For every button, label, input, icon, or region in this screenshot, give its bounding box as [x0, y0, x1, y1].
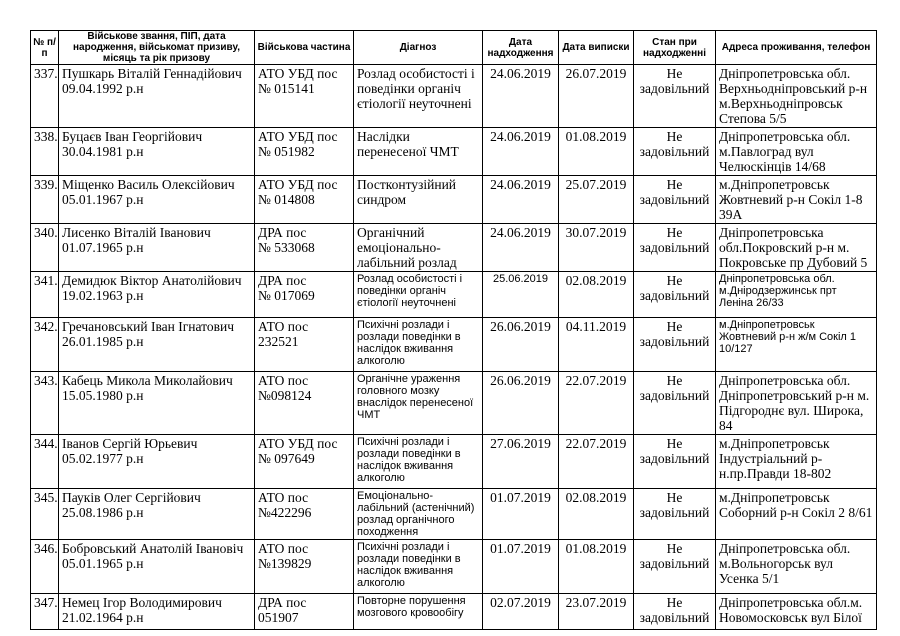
diagnosis-cell-diagnosis: Постконтузійний синдром	[357, 177, 457, 207]
military-unit-cell-unit-no: № 014808	[258, 192, 315, 207]
admission-date-cell-admitted: 24.06.2019	[490, 66, 551, 81]
diagnosis-cell-diagnosis: Емоціонально-лабільний (астенічний) розлад органічного походження	[357, 490, 475, 538]
military-unit-cell	[255, 489, 354, 540]
condition-cell-condition1: Не	[666, 319, 683, 334]
table-row	[31, 594, 877, 630]
row-number	[31, 128, 59, 176]
military-unit-cell-unit: АТО пос	[258, 541, 309, 556]
admission-date-cell-admitted: 24.06.2019	[490, 129, 551, 144]
patient-name-cell-name: Гречановський Іван Ігнатович	[62, 319, 234, 334]
discharge-date-cell	[559, 224, 634, 272]
military-unit-cell	[255, 128, 354, 176]
military-unit-cell-unit-no: № 533068	[258, 240, 315, 255]
military-unit-cell-unit: АТО УБД пос	[258, 436, 338, 451]
diagnosis-cell-diagnosis: Розлад особистості і поведінки органіч єтіології неуточнені	[357, 66, 475, 111]
diagnosis-cell-diagnosis: Органічний емоціонально-лабільний розлад	[357, 225, 457, 270]
military-unit-cell-unit: АТО пос	[258, 490, 309, 505]
diagnosis-cell-diagnosis: Органічне ураження головного мозку внаслідок перенесеної ЧМТ	[357, 373, 474, 421]
discharge-date-cell-discharged: 01.08.2019	[565, 129, 627, 144]
table-row	[31, 176, 877, 224]
header-condition: Стан при надходженні	[634, 31, 716, 65]
condition-cell-condition1: Не	[666, 66, 683, 81]
military-unit-cell	[255, 224, 354, 272]
military-unit-cell	[255, 540, 354, 594]
table-row	[31, 318, 877, 372]
admission-date-cell	[483, 128, 559, 176]
condition-cell-condition2: задовільний	[639, 81, 710, 96]
condition-cell	[634, 65, 716, 128]
condition-cell-condition1: Не	[666, 129, 683, 144]
patient-name-cell	[59, 272, 255, 318]
patient-name-cell-name: Бобровський Анатолій Івановіч	[62, 541, 244, 556]
condition-cell	[634, 540, 716, 594]
condition-cell-condition2: задовільний	[639, 388, 710, 403]
admission-date-cell	[483, 318, 559, 372]
military-unit-cell	[255, 272, 354, 318]
patient-name-cell	[59, 128, 255, 176]
diagnosis-cell	[354, 318, 483, 372]
condition-cell	[634, 224, 716, 272]
address-cell	[716, 372, 877, 435]
patient-name-cell-name: Пауків Олег Сергійович	[62, 490, 201, 505]
patient-name-cell-name: Іванов Сергій Юрьевич	[62, 436, 198, 451]
header-military-unit: Військова частина	[255, 31, 354, 65]
discharge-date-cell-discharged: 30.07.2019	[565, 225, 627, 240]
military-unit-cell-unit-no: №139829	[258, 556, 312, 571]
discharge-date-cell	[559, 489, 634, 540]
admission-date-cell-admitted: 26.06.2019	[490, 373, 551, 388]
condition-cell	[634, 318, 716, 372]
address-cell	[716, 318, 877, 372]
patient-name-cell	[59, 435, 255, 489]
condition-cell-condition1: Не	[666, 177, 683, 192]
military-unit-cell	[255, 594, 354, 630]
military-unit-cell-unit-no: 232521	[258, 334, 299, 349]
row-number-num: 339.	[34, 177, 58, 192]
patient-name-cell-dob: 26.01.1985 р.н	[62, 334, 144, 349]
patient-name-cell-dob: 19.02.1963 р.н	[62, 288, 144, 303]
military-unit-cell	[255, 372, 354, 435]
patient-name-cell-name: Немец Ігор Володимирович	[62, 595, 222, 610]
patient-name-cell-name: Демидюк Віктор Анатолійович	[62, 273, 242, 288]
table-row	[31, 65, 877, 128]
diagnosis-cell	[354, 372, 483, 435]
address-cell-address: м.Дніпропетровськ Жовтневий р-н Сокіл 1-8 39А	[719, 177, 863, 222]
table-row	[31, 540, 877, 594]
patient-name-cell	[59, 65, 255, 128]
admission-date-cell-admitted: 27.06.2019	[490, 436, 551, 451]
diagnosis-cell-diagnosis: Психічні розлади і розлади поведінки в наслідок вживання алкоголю	[357, 436, 461, 484]
patient-name-cell-name: Буцаєв Іван Георгійович	[62, 129, 203, 144]
discharge-date-cell-discharged: 23.07.2019	[565, 595, 627, 610]
admission-date-cell	[483, 540, 559, 594]
admission-date-cell	[483, 176, 559, 224]
condition-cell-condition1: Не	[666, 595, 683, 610]
patient-name-cell-dob: 05.01.1965 р.н	[62, 556, 144, 571]
table-row	[31, 489, 877, 540]
admission-date-cell-admitted: 02.07.2019	[490, 595, 551, 610]
condition-cell	[634, 489, 716, 540]
patient-name-cell-dob: 05.01.1967 р.н	[62, 192, 144, 207]
row-number	[31, 489, 59, 540]
condition-cell-condition1: Не	[666, 373, 683, 388]
condition-cell	[634, 272, 716, 318]
address-cell-address: Дніпропетровська обл. Дніпропетровський р-н м. Підгороднє вул. Широка, 84	[719, 373, 870, 433]
header-name-rank: Військове звання, ПІП, дата народження, військомат призиву, місяць та рік призову	[59, 31, 255, 65]
header-discharge-date: Дата виписки	[559, 31, 634, 65]
condition-cell	[634, 176, 716, 224]
row-number-num: 344.	[34, 436, 58, 451]
patient-name-cell	[59, 176, 255, 224]
row-number	[31, 372, 59, 435]
row-number-num: 340.	[34, 225, 58, 240]
patient-name-cell-dob: 30.04.1981 р.н	[62, 144, 144, 159]
patient-name-cell-name: Пушкарь Віталій Геннадійович	[62, 66, 242, 81]
military-unit-cell-unit: ДРА пос	[258, 225, 307, 240]
admission-date-cell	[483, 272, 559, 318]
row-number-num: 347.	[34, 595, 58, 610]
address-cell	[716, 540, 877, 594]
row-number	[31, 318, 59, 372]
patient-name-cell-name: Міщенко Василь Олексійович	[62, 177, 235, 192]
discharge-date-cell	[559, 176, 634, 224]
row-number	[31, 540, 59, 594]
address-cell-address: м.Дніпропетровськ Індустріальний р-н.пр.Правди 18-802	[719, 436, 832, 481]
military-unit-cell	[255, 65, 354, 128]
row-number-num: 345.	[34, 490, 58, 505]
address-cell-address: Дніпропетровська обл. м.Вольногорськ вул Усенка 5/1	[719, 541, 851, 586]
condition-cell	[634, 372, 716, 435]
diagnosis-cell	[354, 176, 483, 224]
address-cell-address: Дніпропетровська обл.Покровский р-н м. Покровське пр Дубовий 5	[719, 225, 868, 270]
diagnosis-cell-diagnosis: Розлад особистості і поведінки органіч єтіології неуточнені	[357, 273, 463, 309]
patient-name-cell-dob: 01.07.1965 р.н	[62, 240, 144, 255]
address-cell-address: Дніпропетровська обл. Верхньодніпровський р-н м.Верхньодніпровськ Степова 5/5	[719, 66, 868, 126]
row-number	[31, 272, 59, 318]
military-unit-cell-unit: ДРА пос	[258, 273, 307, 288]
admission-date-cell	[483, 224, 559, 272]
address-cell	[716, 224, 877, 272]
table-row	[31, 372, 877, 435]
diagnosis-cell	[354, 540, 483, 594]
condition-cell-condition1: Не	[666, 541, 683, 556]
military-unit-cell-unit-no: №422296	[258, 505, 312, 520]
admission-date-cell-admitted: 01.07.2019	[490, 541, 551, 556]
military-unit-cell-unit: АТО УБД пос	[258, 177, 338, 192]
address-cell-address: м.Дніпропетровськ Соборний р-н Сокіл 2 8/61	[719, 490, 873, 520]
discharge-date-cell-discharged: 25.07.2019	[565, 177, 627, 192]
diagnosis-cell-diagnosis: Психічні розлади і розлади поведінки в наслідок вживання алкоголю	[357, 541, 461, 589]
admission-date-cell-admitted: 01.07.2019	[490, 490, 551, 505]
discharge-date-cell	[559, 272, 634, 318]
discharge-date-cell-discharged: 04.11.2019	[565, 319, 627, 334]
discharge-date-cell	[559, 540, 634, 594]
patient-name-cell-name: Лисенко Віталій Іванович	[62, 225, 211, 240]
discharge-date-cell	[559, 594, 634, 630]
patient-name-cell	[59, 372, 255, 435]
table-row	[31, 435, 877, 489]
patient-name-cell-name: Кабець Микола Миколайович	[62, 373, 233, 388]
condition-cell	[634, 594, 716, 630]
condition-cell-condition1: Не	[666, 273, 683, 288]
discharge-date-cell-discharged: 22.07.2019	[565, 373, 627, 388]
address-cell	[716, 435, 877, 489]
header-diagnosis: Діагноз	[354, 31, 483, 65]
diagnosis-cell	[354, 435, 483, 489]
discharge-date-cell	[559, 65, 634, 128]
condition-cell-condition2: задовільний	[639, 144, 710, 159]
diagnosis-cell	[354, 272, 483, 318]
condition-cell-condition2: задовільний	[639, 334, 710, 349]
address-cell	[716, 594, 877, 630]
military-unit-cell-unit-no: № 015141	[258, 81, 315, 96]
admission-date-cell	[483, 372, 559, 435]
condition-cell-condition2: задовільний	[639, 192, 710, 207]
row-number	[31, 594, 59, 630]
condition-cell-condition2: задовільний	[639, 556, 710, 571]
address-cell-address: Дніпропетровська обл. м.Павлоград вул Челюскінців 14/68	[719, 129, 851, 174]
diagnosis-cell	[354, 224, 483, 272]
condition-cell-condition2: задовільний	[639, 610, 710, 625]
admission-date-cell-admitted: 25.06.2019	[492, 273, 549, 285]
military-unit-cell	[255, 435, 354, 489]
condition-cell-condition2: задовільний	[639, 505, 710, 520]
address-cell	[716, 272, 877, 318]
patient-name-cell-dob: 15.05.1980 р.н	[62, 388, 144, 403]
military-unit-cell	[255, 176, 354, 224]
military-unit-cell-unit: АТО УБД пос	[258, 66, 338, 81]
patient-name-cell-dob: 09.04.1992 р.н	[62, 81, 144, 96]
diagnosis-cell-diagnosis: Наслідки перенесеної ЧМТ	[357, 129, 459, 159]
military-unit-cell-unit: ДРА пос	[258, 595, 307, 610]
patient-name-cell	[59, 318, 255, 372]
table-row	[31, 128, 877, 176]
military-unit-cell-unit: АТО пос	[258, 373, 309, 388]
patient-register-table	[30, 30, 877, 630]
patient-name-cell	[59, 540, 255, 594]
military-unit-cell-unit: АТО пос	[258, 319, 309, 334]
admission-date-cell	[483, 594, 559, 630]
condition-cell-condition1: Не	[666, 436, 683, 451]
patient-name-cell-dob: 05.02.1977 р.н	[62, 451, 144, 466]
row-number	[31, 176, 59, 224]
patient-name-cell	[59, 224, 255, 272]
row-number-num: 346.	[34, 541, 58, 556]
diagnosis-cell-diagnosis: Психічні розлади і розлади поведінки в наслідок вживання алкоголю	[357, 319, 461, 367]
header-number: № п/п	[31, 31, 59, 65]
patient-name-cell	[59, 489, 255, 540]
military-unit-cell-unit-no: № 051982	[258, 144, 315, 159]
patient-name-cell	[59, 594, 255, 630]
discharge-date-cell-discharged: 22.07.2019	[565, 436, 627, 451]
row-number-num: 337.	[34, 66, 58, 81]
row-number-num: 343.	[34, 373, 58, 388]
admission-date-cell	[483, 435, 559, 489]
row-number-num: 341.	[34, 273, 58, 288]
header-address: Адреса проживання, телефон	[716, 31, 877, 65]
military-unit-cell-unit-no: № 017069	[258, 288, 315, 303]
diagnosis-cell-diagnosis: Повторне порушення мозгового кровообігу	[357, 595, 466, 619]
discharge-date-cell-discharged: 01.08.2019	[565, 541, 627, 556]
admission-date-cell-admitted: 24.06.2019	[490, 177, 551, 192]
row-number-num: 338.	[34, 129, 58, 144]
discharge-date-cell	[559, 128, 634, 176]
discharge-date-cell-discharged: 02.08.2019	[565, 273, 627, 288]
table-row	[31, 224, 877, 272]
military-unit-cell-unit-no: №098124	[258, 388, 312, 403]
address-cell-address: Дніпропетровська обл. м.Дніродзержинськ прт Леніна 26/33	[719, 273, 837, 309]
discharge-date-cell	[559, 318, 634, 372]
condition-cell-condition2: задовільний	[639, 288, 710, 303]
discharge-date-cell-discharged: 02.08.2019	[565, 490, 627, 505]
header-admission-date: Дата надходження	[483, 31, 559, 65]
diagnosis-cell	[354, 65, 483, 128]
row-number	[31, 65, 59, 128]
address-cell-address: м.Дніпропетровськ Жовтневий р-н ж/м Сокіл 1 10/127	[719, 319, 857, 355]
discharge-date-cell	[559, 372, 634, 435]
condition-cell	[634, 435, 716, 489]
diagnosis-cell	[354, 128, 483, 176]
address-cell	[716, 65, 877, 128]
address-cell	[716, 176, 877, 224]
condition-cell-condition2: задовільний	[639, 240, 710, 255]
condition-cell	[634, 128, 716, 176]
condition-cell-condition2: задовільний	[639, 451, 710, 466]
address-cell	[716, 489, 877, 540]
discharge-date-cell-discharged: 26.07.2019	[565, 66, 627, 81]
military-unit-cell	[255, 318, 354, 372]
military-unit-cell-unit-no: № 097649	[258, 451, 315, 466]
patient-name-cell-dob: 25.08.1986 р.н	[62, 505, 144, 520]
address-cell	[716, 128, 877, 176]
military-unit-cell-unit: АТО УБД пос	[258, 129, 338, 144]
diagnosis-cell	[354, 594, 483, 630]
admission-date-cell	[483, 65, 559, 128]
header-row	[31, 31, 877, 65]
patient-name-cell-dob: 21.02.1964 р.н	[62, 610, 144, 625]
address-cell-address: Дніпропетровська обл.м. Новомосковськ вул Білої	[719, 595, 863, 625]
condition-cell-condition1: Не	[666, 490, 683, 505]
table-row	[31, 272, 877, 318]
admission-date-cell	[483, 489, 559, 540]
diagnosis-cell	[354, 489, 483, 540]
military-unit-cell-unit-no: 051907	[258, 610, 299, 625]
discharge-date-cell	[559, 435, 634, 489]
admission-date-cell-admitted: 26.06.2019	[490, 319, 551, 334]
row-number	[31, 224, 59, 272]
condition-cell-condition1: Не	[666, 225, 683, 240]
row-number-num: 342.	[34, 319, 58, 334]
row-number	[31, 435, 59, 489]
admission-date-cell-admitted: 24.06.2019	[490, 225, 551, 240]
